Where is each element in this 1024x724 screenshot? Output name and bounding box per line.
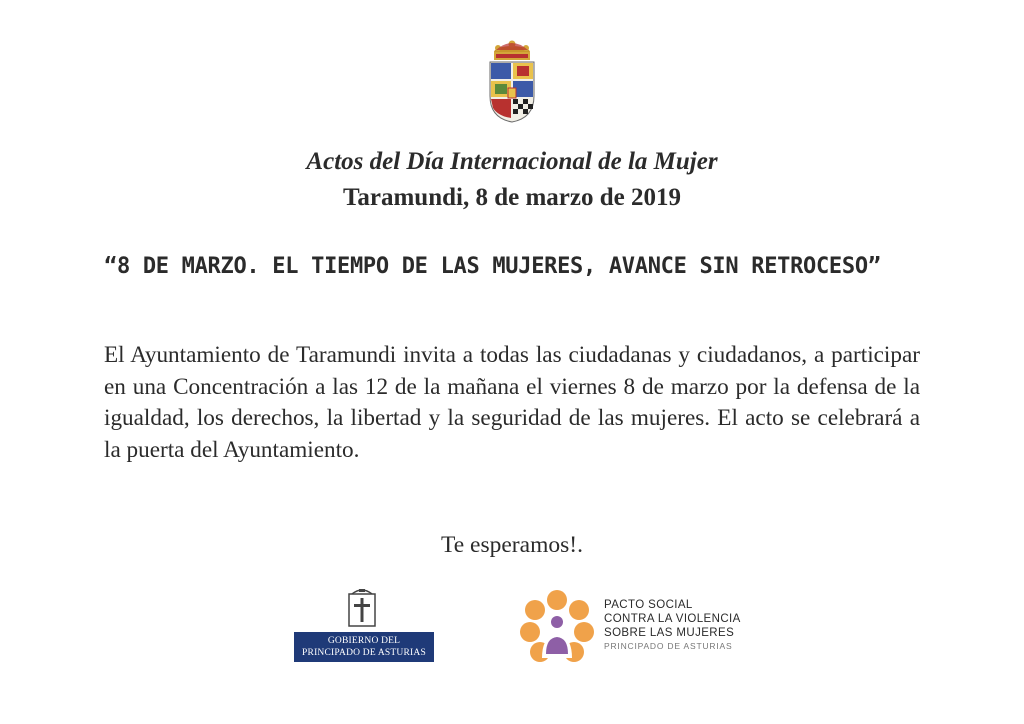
gobierno-label-box <box>294 632 434 662</box>
pacto-line3: SOBRE LAS MUJERES <box>604 627 735 639</box>
coat-of-arms-icon <box>484 38 540 124</box>
pacto-social-people-icon <box>518 588 596 666</box>
victory-cross-emblem-icon <box>346 588 378 628</box>
slogan-text: “8 DE MARZO. EL TIEMPO DE LAS MUJERES, AVANCE SIN RETROCESO” <box>104 254 881 279</box>
gobierno-line1: GOBIERNO DEL <box>327 636 401 646</box>
gobierno-asturias-logo <box>294 588 434 664</box>
pacto-social-text <box>604 598 741 652</box>
page-title: Actos del Día Internacional de la Mujer <box>306 148 718 175</box>
gobierno-line2: PRINCIPADO DE ASTURIAS <box>302 648 426 658</box>
closing-text: Te esperamos!. <box>441 532 583 558</box>
pacto-line2: CONTRA LA VIOLENCIA <box>604 613 741 625</box>
pacto-line1: PACTO SOCIAL <box>604 599 693 611</box>
invitation-paragraph: El Ayuntamiento de Taramundi invita a todas las ciudadanas y ciudadanos, a participar en una Concentración a las 12 de la mañana el viernes 8 de marzo por la defensa de la igualdad, los derechos, la libertad y la seguridad de las mujeres. El acto se celebrará a la puerta del Ayuntamiento. <box>104 342 920 463</box>
page-subtitle: Taramundi, 8 de marzo de 2019 <box>343 184 681 211</box>
pacto-line4: PRINCIPADO DE ASTURIAS <box>604 641 733 651</box>
